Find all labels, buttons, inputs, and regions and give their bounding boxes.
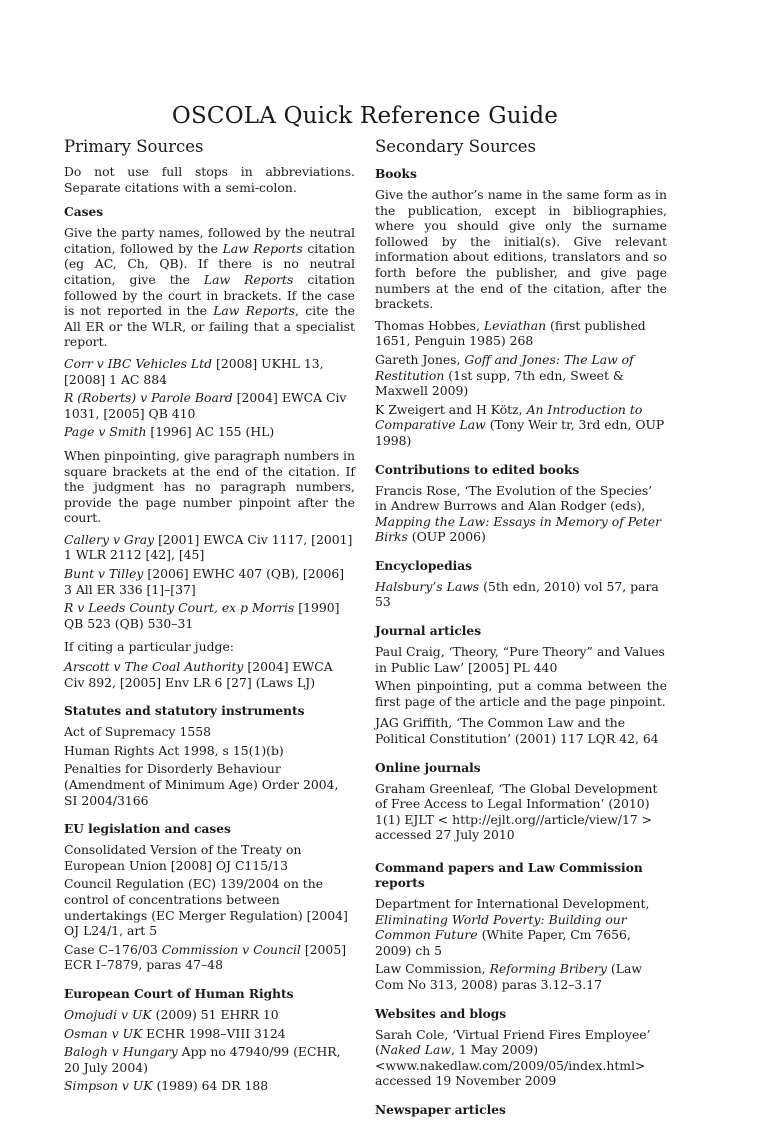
citation-example [375,352,667,399]
italic-text: Mapping the Law: Essays in Memory of Peter Birks [375,513,662,545]
text-run: , cite the All ER or the WLR, or failing that a specialist report. [64,303,355,350]
italic-text: Halsbury’s Laws [375,578,480,594]
cases-judge-examples [64,659,355,690]
echr-examples [64,1007,355,1094]
text-run: Consolidated Version of the Treaty on European Union [2008] OJ C115/13 [64,842,302,873]
primary-sources-column [64,137,355,1102]
citation-example [375,402,667,449]
text-run: (Law Com No 313, 2008) paras 3.12–3.17 [375,961,642,992]
italic-text: Page v Smith [64,424,147,440]
journals-heading: Journal articles [375,624,482,639]
contributions-examples [375,483,667,545]
books-heading: Books [375,167,417,181]
italic-text: Reforming Bribery [489,961,607,977]
citation-example [64,1044,355,1075]
text-run: citation followed by the court in brackets. If the case is not reported in the [64,271,355,319]
text-run: Graham Greenleaf, ‘The Global Development of Free Access to Legal Information’ (2010) 1(1) EJLT < http://ejlt.org//article/view/17 > accessed 27 July 2010 [375,780,658,843]
text-run: [1996] AC 155 (HL) [146,424,275,440]
italic-text: Callery v Gray [64,531,155,547]
text-run: Case C–176/03 [64,941,162,957]
text-run: [2001] EWCA Civ 1117, [2001] 1 WLR 2112 [42], [45] [64,531,353,563]
text-run: [2005] ECR I–7879, paras 47–48 [64,941,347,973]
cases-paragraph [64,225,355,350]
primary-sources-heading: Primary Sources [64,137,204,156]
citation-example [64,356,355,387]
statutes-heading: Statutes and statutory instruments [64,704,305,719]
citation-example [64,876,355,938]
websites-examples [375,1027,667,1089]
italic-text: Goff and Jones: The Law of Restitution [375,351,634,383]
italic-text: Omojudi v UK [64,1006,152,1022]
secondary-sources-heading: Secondary Sources [375,137,536,156]
citation-example [64,1007,355,1023]
citation-example [64,942,355,973]
text-run: (2009) 51 EHRR 10 [151,1006,279,1022]
echr-heading: European Court of Human Rights [64,986,294,1001]
page-title: OSCOLA Quick Reference Guide [171,103,559,129]
citation-example [375,483,667,545]
citation-example [375,961,667,992]
text-run: Paul Craig, ‘Theory, “Pure Theory” and Values in Public Law’ [2005] PL 440 [375,644,665,675]
citation-example [375,644,667,675]
italic-text: Commission v Council [161,941,301,957]
citation-example [375,896,667,958]
citation-example [64,724,355,740]
citation-example [64,842,355,873]
text-run: Give the party names, followed by the neutral citation, followed by the [64,225,355,256]
citation-example [64,1078,355,1094]
encyclopedias-heading: Encyclopedias [375,558,473,573]
text-run: JAG Griffith, ‘The Common Law and the Political Constitution’ (2001) 117 LQR 42, 64 [375,715,659,747]
books-examples [375,318,667,449]
text-run: Department for International Development, [375,896,650,911]
cases-heading: Cases [64,205,104,220]
citation-example [64,566,355,597]
text-run: Sarah Cole, ‘Virtual Friend Fires Employee’ ( [375,1026,651,1058]
secondary-sources-column [375,137,667,1123]
text-run: Francis Rose, ‘The Evolution of the Species’ in Andrew Burrows and Alan Rodger (eds), [375,482,653,514]
encyclopedias-examples [375,579,667,610]
citation-example [64,532,355,563]
italic-text: Simpson v UK [64,1078,153,1094]
italic-text: Arscott v The Coal Authority [64,659,244,675]
citation-example [64,424,355,440]
contributions-heading: Contributions to edited books [375,462,580,477]
text-run: (White Paper, Cm 7656, 2009) ch 5 [375,927,631,958]
text-run: (1st supp, 7th edn, Sweet & Maxwell 2009) [375,367,624,399]
italic-text: Leviathan [483,317,547,333]
text-run: Human Rights Act 1998, s 15(1)(b) [64,742,284,758]
text-run: (OUP 2006) [407,529,486,545]
citation-example [64,659,355,690]
italic-text: Osman v UK [64,1025,143,1041]
italic-text: Law Reports [203,271,294,287]
eu-heading: EU legislation and cases [64,822,231,837]
text-run: Council Regulation (EC) 139/2004 on the control of concentrations between undertakings (EC Merger Regulation) [2004] OJ L24/1, art 5 [64,876,348,939]
text-run: (1989) 64 DR 188 [152,1078,269,1094]
online-journals-examples [375,781,667,843]
text-run: (Tony Weir tr, 3rd edn, OUP 1998) [375,417,665,448]
text-run: [2004] EWCA Civ 1031, [2005] QB 410 [64,390,347,421]
text-run: [2006] EWHC 407 (QB), [2006] 3 All ER 336 [1]–[37] [64,566,345,597]
italic-text: Law Reports [222,240,303,256]
text-run: citation (eg AC, Ch, QB). If there is no neutral citation, give the [64,240,355,287]
command-papers-heading: Command papers and Law Commission reports [375,861,643,890]
italic-text: An Introduction to Comparative Law [375,401,643,433]
text-run: (first published 1651, Penguin 1985) 268 [375,317,646,349]
citation-example [375,1027,667,1089]
text-run: Penalties for Disorderly Behaviour (Amendment of Minimum Age) Order 2004, SI 2004/3166 [64,761,339,808]
intro-text: Do not use full stops in abbreviations. Separate citations with a semi-colon. [64,164,355,195]
citation-example [375,318,667,349]
text-run: (5th edn, 2010) vol 57, para 53 [375,578,659,610]
italic-text: Law Reports [213,303,295,319]
text-run: [2008] UKHL 13, [2008] 1 AC 884 [64,355,324,387]
citation-example [64,600,355,631]
text-run: [1990] QB 523 (QB) 530–31 [64,600,340,631]
websites-heading: Websites and blogs [375,1006,507,1021]
citation-example [64,390,355,421]
citation-example [64,1026,355,1042]
newspaper-heading: Newspaper articles [375,1102,506,1117]
command-papers-examples [375,896,667,993]
journals-examples [375,644,667,675]
text-run: Thomas Hobbes, [375,317,484,333]
text-run: Gareth Jones, [375,351,465,367]
text-run: [2004] EWCA Civ 892, [2005] Env LR 6 [27] (Laws LJ) [64,659,333,690]
citation-example [375,715,667,746]
italic-text: Naked Law [379,1042,452,1058]
citation-example [375,781,667,843]
eu-examples [64,842,355,973]
citation-example [375,579,667,610]
text-run: ECHR 1998–VIII 3124 [142,1025,286,1041]
books-paragraph: Give the author’s name in the same form as in the publication, except in bibliographies, where you should give only the surname followed by the initial(s). Give relevant information about editions, translators and so forth before the publisher, and give page numbers at the end of the citation, after the brackets. [375,187,667,312]
text-run: Act of Supremacy 1558 [64,724,211,740]
citation-example [64,761,355,808]
online-journals-heading: Online journals [375,760,481,775]
cases-pinpoint-examples [64,532,355,632]
italic-text: Balogh v Hungary [64,1044,178,1060]
journals-pinpoint-text: When pinpointing, put a comma between the first page of the article and the page pinpoint. [375,678,667,709]
cases-pinpoint-text: When pinpointing, give paragraph numbers in square brackets at the end of the citation. If the judgment has no paragraph numbers, provide the page number pinpoint after the court. [64,447,355,526]
italic-text: Eliminating World Poverty: Building our Common Future [375,911,627,943]
statutes-examples [64,724,355,808]
journals-pinpoint-examples [375,715,667,746]
text-run: , 1 May 2009) <www.nakedlaw.com/2009/05/index.html> accessed 19 November 2009 [375,1042,646,1089]
cases-examples [64,356,355,440]
italic-text: Corr v IBC Vehicles Ltd [64,355,213,371]
italic-text: R (Roberts) v Parole Board [64,390,233,406]
text-run: App no 47940/99 (ECHR, 20 July 2004) [64,1044,341,1075]
cases-judge-text: If citing a particular judge: [64,639,234,655]
italic-text: R v Leeds County Court, ex p Morris [64,600,295,616]
text-run: K Zweigert and H Kötz, [375,401,527,417]
text-run: Law Commission, [375,961,490,977]
citation-example [64,743,355,759]
italic-text: Bunt v Tilley [64,566,144,582]
